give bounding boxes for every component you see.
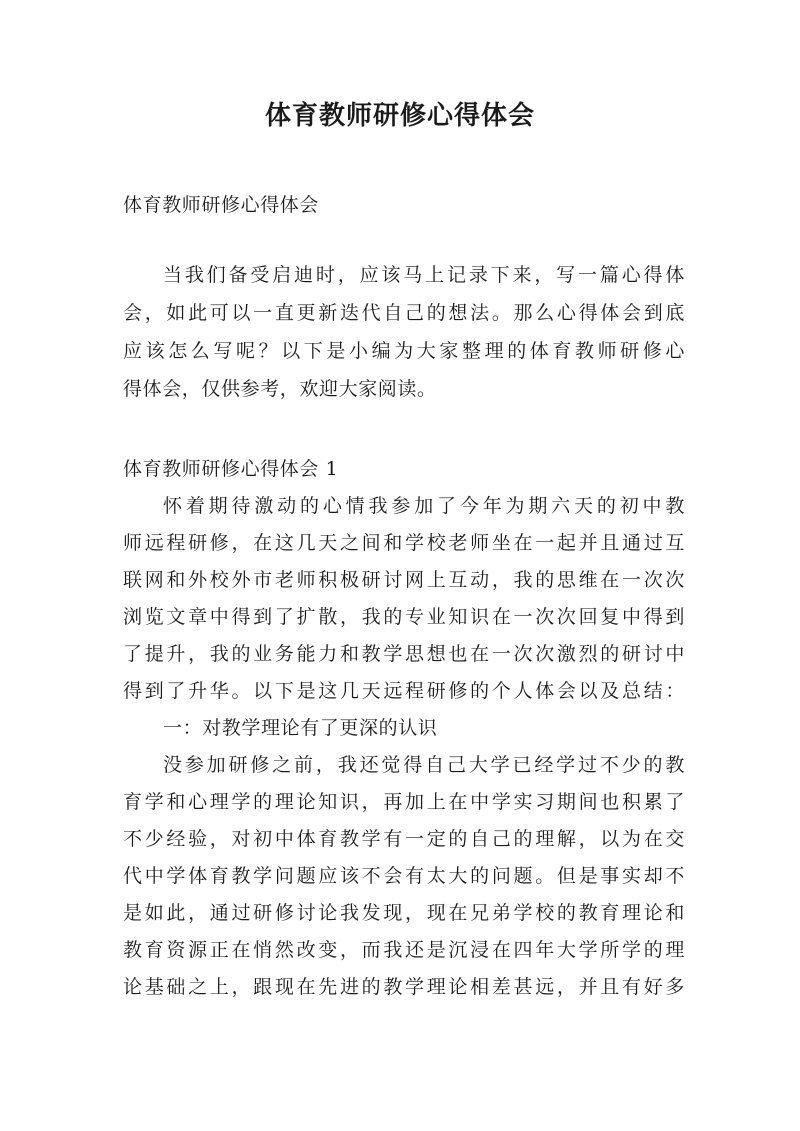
section-line: 怀着期待激动的心情我参加了今年为期六天的初中教 [163,495,685,517]
section-line: 得到了升华。以下是这几天远程研修的个人体会以及总结： [123,680,685,702]
subtitle: 体育教师研修心得体会 [123,194,320,216]
section-line: 师远程研修，在这几天之间和学校老师坐在一起并且通过互 [123,532,685,554]
point-line: 论基础之上，跟现在先进的教学理论相差甚远，并且有好多 [123,976,685,998]
intro-line: 会，如此可以一直更新迭代自己的想法。那么心得体会到底 [123,302,685,324]
section-line: 联网和外校外市老师积极研讨网上互动，我的思维在一次次 [123,569,685,591]
point-line: 是如此，通过研修讨论我发现，现在兄弟学校的教育理论和 [123,902,685,924]
intro-line: 应该怎么写呢？以下是小编为大家整理的体育教师研修心 [123,340,685,362]
page-title: 体育教师研修心得体会 [264,101,535,131]
intro-line: 当我们备受启迪时，应该马上记录下来，写一篇心得体 [163,264,685,286]
point-line: 没参加研修之前，我还觉得自己大学已经学过不少的教 [163,754,685,776]
section-line: 浏览文章中得到了扩散，我的专业知识在一次次回复中得到 [123,606,685,628]
point-line: 代中学体育教学问题应该不会有太大的问题。但是事实却不 [123,865,685,887]
point-line: 不少经验，对初中体育教学有一定的自己的理解，以为在交 [123,828,685,850]
intro-line: 得体会，仅供参考，欢迎大家阅读。 [123,378,437,400]
section-line: 了提升，我的业务能力和教学思想也在一次次激烈的研讨中 [123,643,685,665]
point-line: 教育资源正在悄然改变，而我还是沉浸在四年大学所学的理 [123,939,685,961]
point-line: 育学和心理学的理论知识，再加上在中学实习期间也积累了 [123,791,685,813]
section-heading: 体育教师研修心得体会 1 [123,458,339,480]
point-heading: 一：对教学理论有了更深的认识 [163,717,438,739]
